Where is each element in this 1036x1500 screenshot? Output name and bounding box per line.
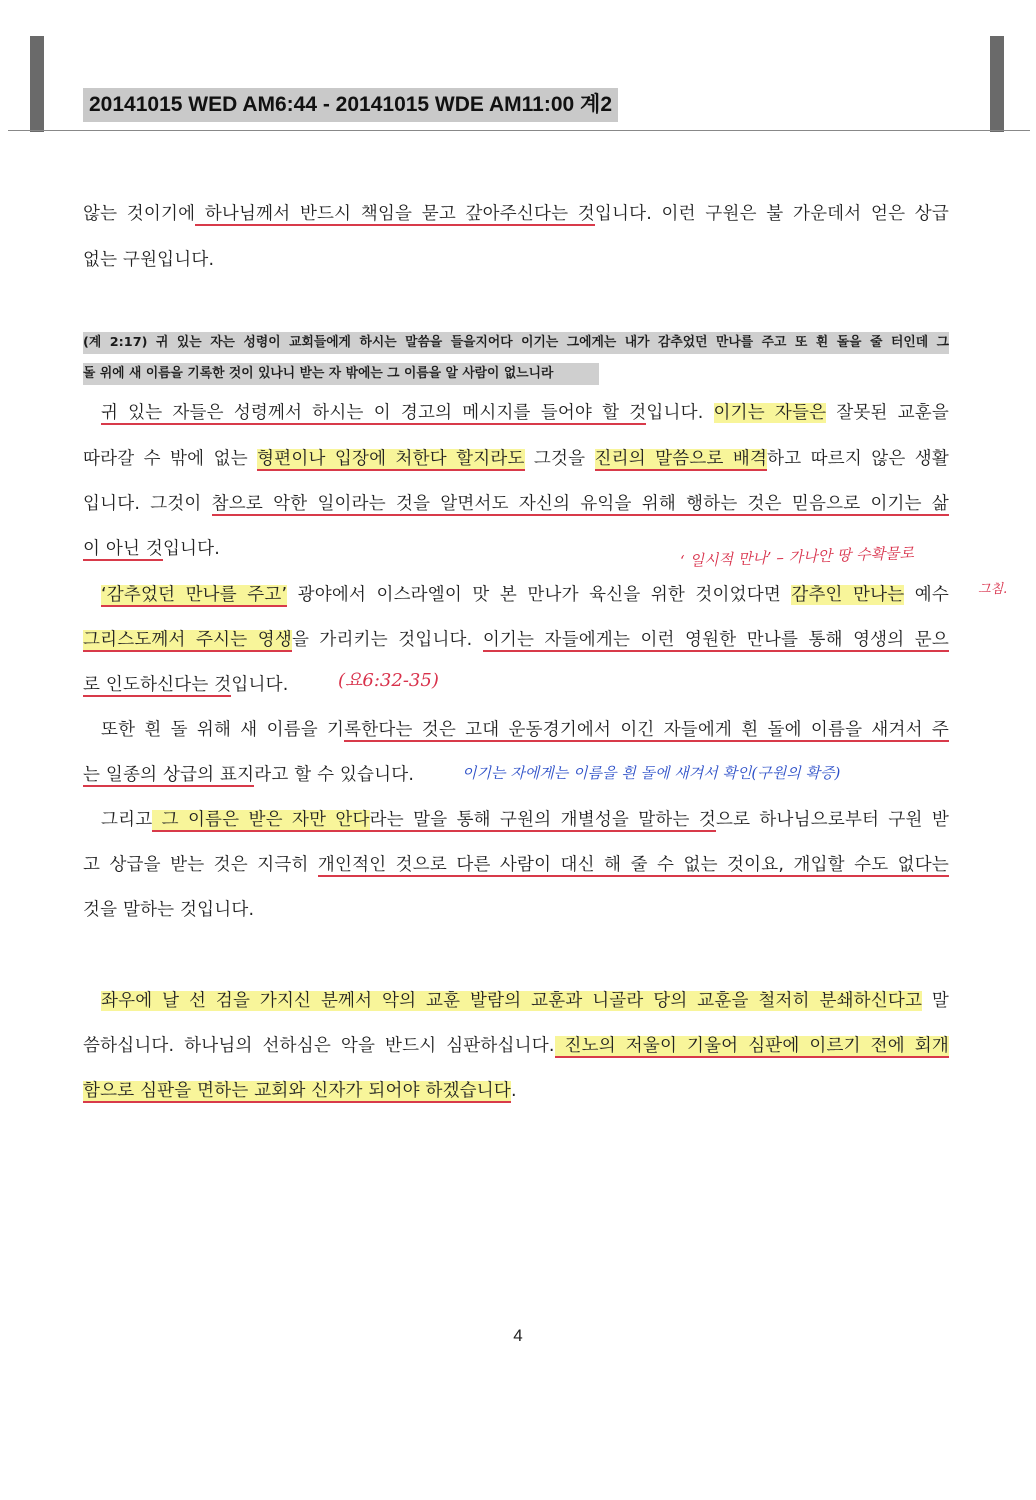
- body-line: 없는 구원입니다.: [83, 250, 215, 270]
- handwritten-note-blue: 이기는 자에게는 이름을 흰 돌에 새겨서 확인(구원의 확증): [462, 764, 841, 782]
- body-line: 않는 것이기에 하나님께서 반드시 책임을 묻고 갚아주신다는 것입니다. 이런 구원은 불 가운데서 얻은 상급: [83, 204, 949, 224]
- header-divider: [8, 130, 1030, 131]
- body-line: 좌우에 날 선 검을 가지신 분께서 악의 교훈 발람의 교훈과 니골라 당의 교훈을 철저히 분쇄하신다고 말: [101, 991, 949, 1011]
- body-line: 는 일종의 상급의 표지라고 할 수 있습니다.: [83, 765, 415, 785]
- page-number: 4: [513, 1326, 523, 1345]
- body-line: 입니다. 그것이 참으로 악한 일이라는 것을 알면서도 자신의 유익을 위해 행하는 것은 믿음으로 이기는 삶: [83, 494, 949, 514]
- body-line: 귀 있는 자들은 성령께서 하시는 이 경고의 메시지를 들어야 할 것입니다. 이기는 자들은 잘못된 교훈을: [101, 403, 949, 423]
- body-line: 씀하십니다. 하나님의 선하심은 악을 반드시 심판하십니다. 진노의 저울이 기울어 심판에 이르기 전에 회개: [83, 1036, 949, 1056]
- body-line: 따라갈 수 밖에 없는 형편이나 입장에 처한다 할지라도 그것을 진리의 말씀으로 배격하고 따르지 않은 생활: [83, 449, 949, 469]
- body-line: 것을 말하는 것입니다.: [83, 900, 255, 920]
- scan-edge-mark-right: [990, 36, 1004, 132]
- body-line: 로 인도하신다는 것입니다.: [83, 675, 289, 695]
- scripture-quote-line: 돌 위에 새 이름을 기록한 것이 있나니 받는 자 밖에는 그 이름을 알 사람이 없느니라: [83, 363, 599, 385]
- scripture-quote-line: (계 2:17) 귀 있는 자는 성령이 교회들에게 하시는 말씀을 들을지어다 이기는 그에게는 내가 감추었던 만나를 주고 또 흰 돌을 줄 터인데 그: [83, 332, 949, 354]
- body-line: 그리스도께서 주시는 영생을 가리키는 것입니다. 이기는 자들에게는 이런 영원한 만나를 통해 영생의 문으: [83, 630, 949, 650]
- body-line: 함으로 심판을 면하는 교회와 신자가 되어야 하겠습니다.: [83, 1081, 517, 1101]
- handwritten-note-red: ‘ 일시적 만나’ – 가나안 땅 수확물로: [679, 543, 915, 571]
- body-line: 또한 흰 돌 위해 새 이름을 기록한다는 것은 고대 운동경기에서 이긴 자들에게 흰 돌에 이름을 새겨서 주: [101, 720, 949, 740]
- handwritten-scripture-reference: (요6:32-35): [338, 670, 439, 691]
- body-line: 고 상급을 받는 것은 지극히 개인적인 것으로 다른 사람이 대신 해 줄 수 없는 것이요, 개입할 수도 없다는: [83, 855, 949, 875]
- handwritten-note-red: 그침.: [978, 582, 1008, 597]
- body-line: 이 아닌 것입니다.: [83, 539, 221, 559]
- scan-edge-mark-left: [30, 36, 44, 132]
- document-header-title: 20141015 WED AM6:44 - 20141015 WDE AM11:00 계2: [83, 88, 618, 122]
- body-line: 그리고 그 이름은 받은 자만 안다라는 말을 통해 구원의 개별성을 말하는 것으로 하나님으로부터 구원 받: [101, 810, 949, 830]
- body-line: ‘감추었던 만나를 주고’ 광야에서 이스라엘이 맛 본 만나가 육신을 위한 것이었다면 감추인 만나는 예수: [101, 585, 949, 605]
